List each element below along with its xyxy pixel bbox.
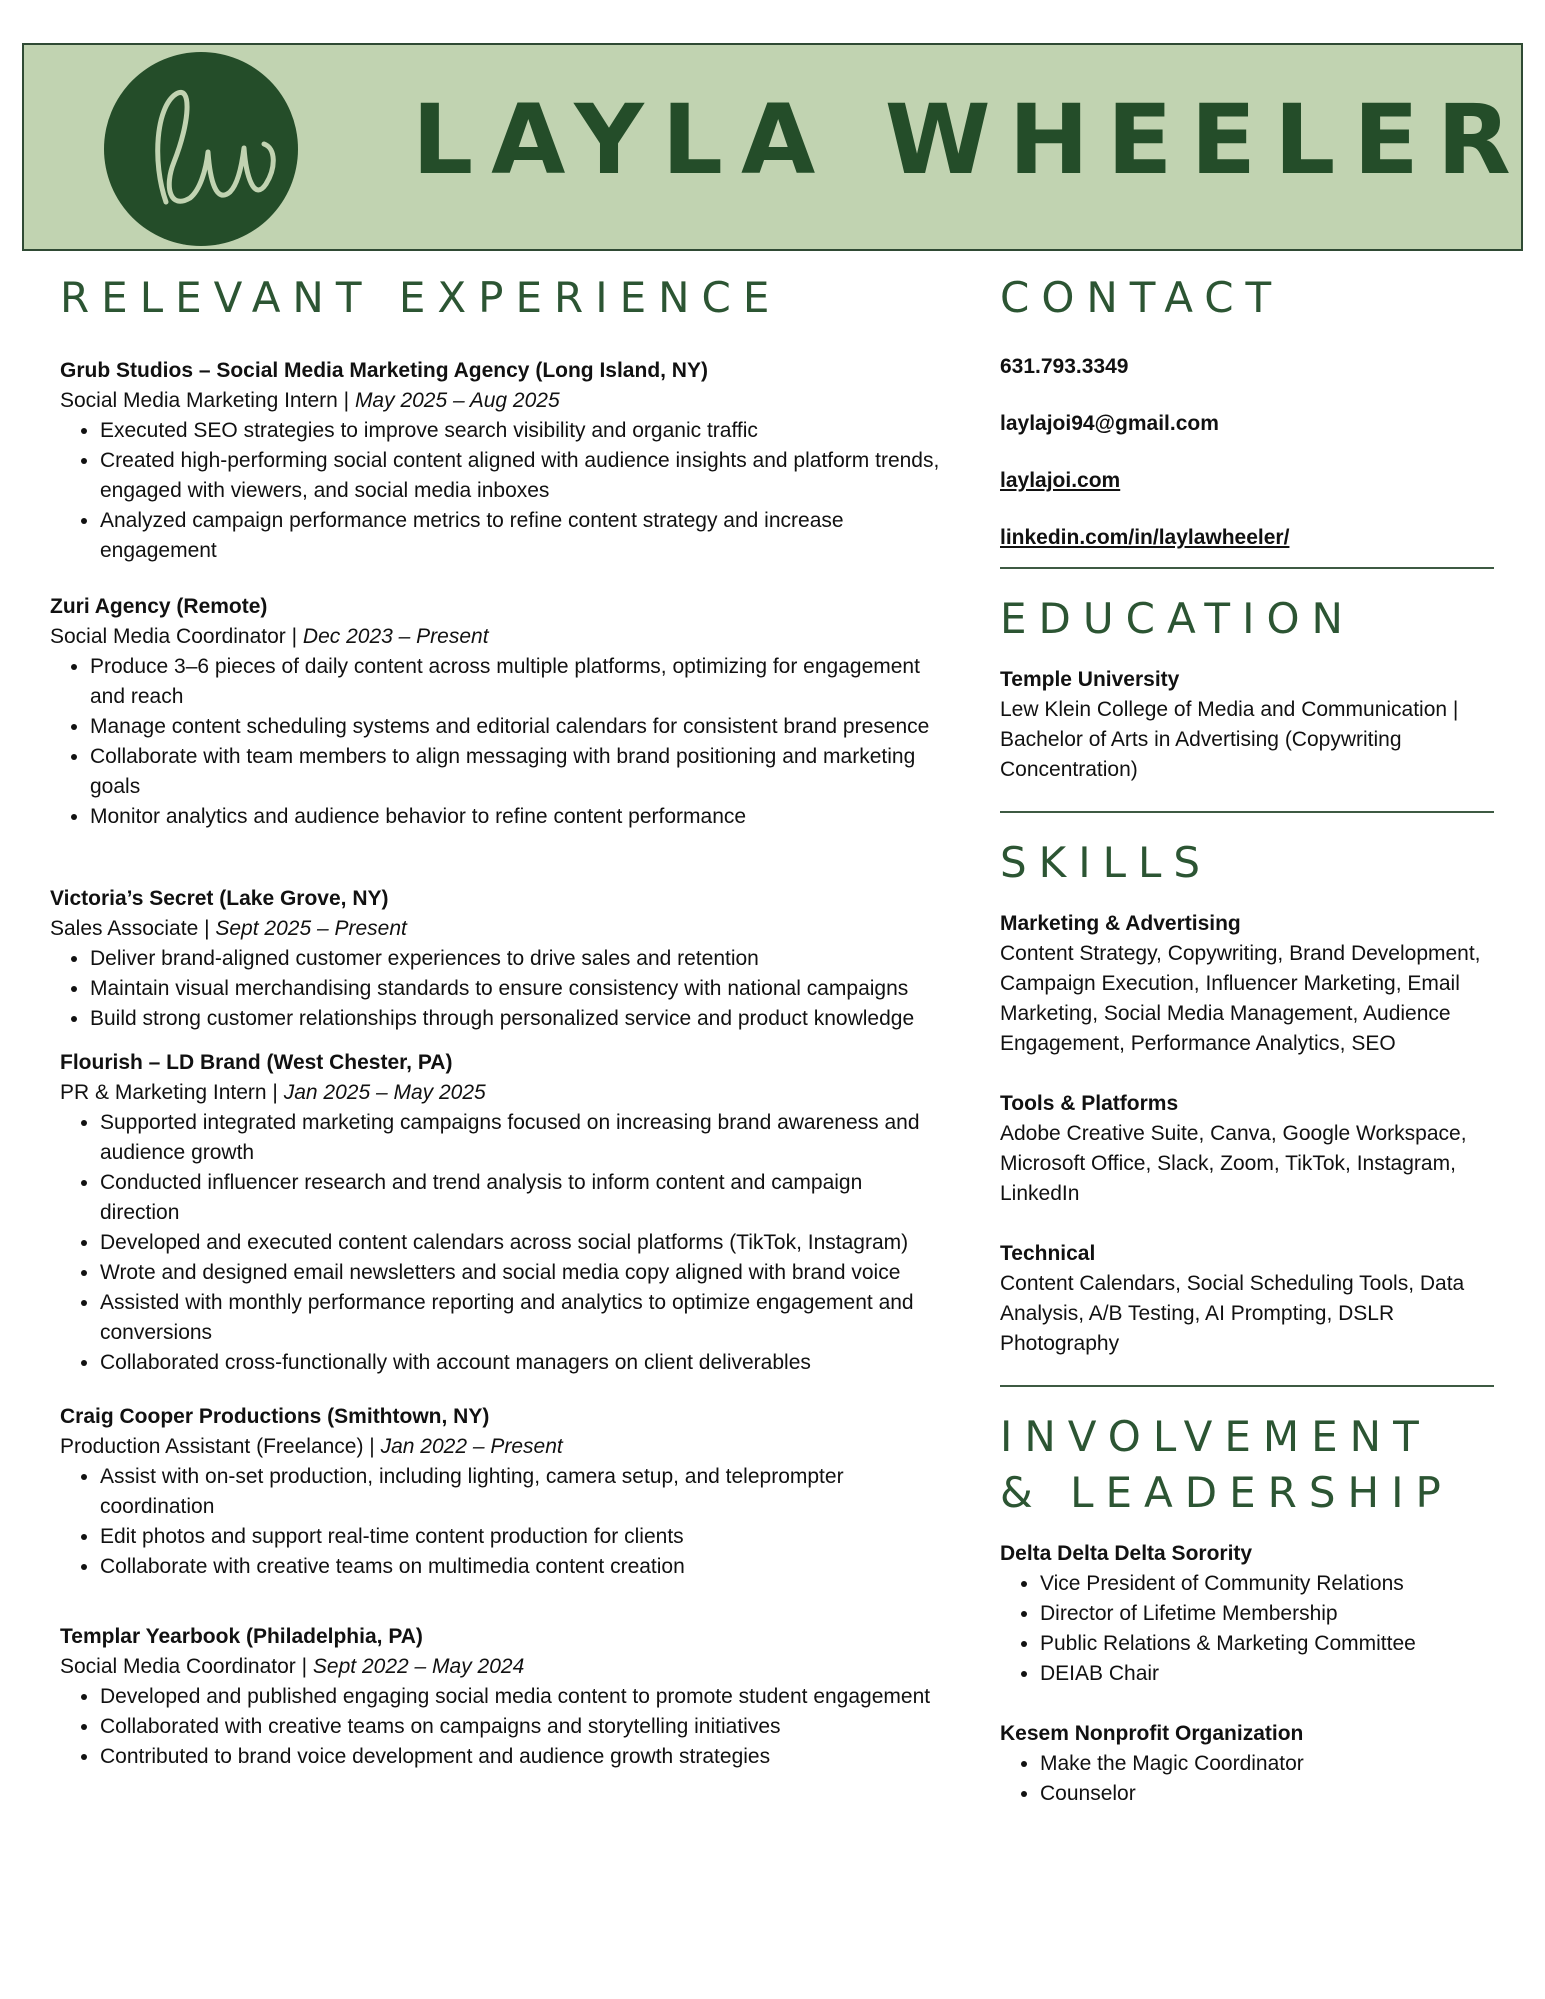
job-bullets [60,1108,940,1378]
job-entry [50,884,940,1034]
job-org: Grub Studios – Social Media Marketing Agency (Long Island, NY) [60,359,708,382]
contact-title: CONTACT [1000,273,1284,322]
degree-detail: Lew Klein College of Media and Communication | Bachelor of Arts in Advertising (Copywriting Concentration) [1000,698,1459,781]
skill-group-text: Adobe Creative Suite, Canva, Google Workspace, Microsoft Office, Slack, Zoom, TikTok, Instagram, LinkedIn [1000,1122,1467,1205]
role-item: • Public Relations & Marketing Committee [1040,1629,1495,1659]
bullet-item: • Contributed to brand voice development and audience growth strategies [100,1742,940,1772]
monogram-lw-icon [104,52,298,246]
job-role [50,914,940,944]
bullet-item: • Assist with on-set production, including lighting, camera setup, and teleprompter coordination [100,1462,940,1522]
section-divider [1000,567,1494,569]
job-dates: Jan 2022 – Present [380,1435,563,1458]
job-role [60,1432,940,1462]
job-bullets [50,652,940,832]
involvement-title [1000,1409,1495,1521]
job-role [50,622,940,652]
section-divider [1000,1385,1494,1387]
job-role [60,386,940,416]
role-title: Sales Associate | [50,917,216,940]
bullet-item: • Edit photos and support real-time content production for clients [100,1522,940,1552]
job-role [60,1078,940,1108]
candidate-name: LAYLA WHEELER [412,84,1529,196]
job-dates: Sept 2022 – May 2024 [312,1655,525,1678]
role-title: Production Assistant (Freelance) | [60,1435,381,1458]
skill-group-head: Technical [1000,1242,1096,1265]
education-title: EDUCATION [1000,594,1355,643]
school-name: Temple University [1000,668,1180,691]
bullet-item: • Supported integrated marketing campaigns focused on increasing brand awareness and audience growth [100,1108,940,1168]
experience-column [50,270,940,1772]
job-entry [60,356,940,566]
job-bullets [60,1682,940,1772]
bullet-item: • Maintain visual merchandising standards to ensure consistency with national campaigns [90,974,940,1004]
contact-list [1000,352,1495,553]
contact-phone: 631.793.3349 [1000,355,1129,378]
org-name: Delta Delta Delta Sorority [1000,1542,1253,1565]
bullet-item: • Build strong customer relationships through personalized service and product knowledge [90,1004,940,1034]
job-bullets [60,1462,940,1582]
bullet-item: • Executed SEO strategies to improve search visibility and organic traffic [100,416,940,446]
job-dates: Sept 2025 – Present [215,917,407,940]
job-entry [60,1048,940,1378]
job-org: Flourish – LD Brand (West Chester, PA) [60,1051,453,1074]
job-org: Victoria’s Secret (Lake Grove, NY) [50,887,389,910]
sidebar-column [1000,270,1495,1809]
role-title: Social Media Coordinator | [60,1655,313,1678]
bullet-item: • Collaborated cross-functionally with account managers on client deliverables [100,1348,940,1378]
job-bullets [50,944,940,1034]
job-entry [50,592,940,832]
involvement-title-line2: & LEADERSHIP [1000,1468,1453,1517]
bullet-item: • Collaborate with team members to align messaging with brand positioning and marketing goals [90,742,940,802]
header-banner [22,43,1529,251]
monogram-logo [104,52,298,246]
role-item: • Vice President of Community Relations [1040,1569,1495,1599]
bullet-item: • Created high-performing social content aligned with audience insights and platform trends, engaged with viewers, and social media inboxes [100,446,940,506]
job-dates: Jan 2025 – May 2025 [283,1081,486,1104]
skills-title: SKILLS [1000,838,1213,887]
bullet-item: • Manage content scheduling systems and editorial calendars for consistent brand presence [90,712,940,742]
bullet-item: • Monitor analytics and audience behavior to refine content performance [90,802,940,832]
org-entry [1000,1539,1495,1689]
skill-group-head: Tools & Platforms [1000,1092,1179,1115]
job-entry [60,1402,940,1582]
role-item: • Counselor [1040,1779,1495,1809]
role-item: • Make the Magic Coordinator [1040,1749,1495,1779]
org-entry [1000,1719,1495,1809]
org-name: Kesem Nonprofit Organization [1000,1722,1304,1745]
contact-website-link[interactable]: laylajoi.com [1000,469,1121,492]
section-divider [1000,811,1494,813]
contact-linkedin-link[interactable]: linkedin.com/in/laylawheeler/ [1000,526,1290,549]
education-entry [1000,665,1495,785]
bullet-item: • Produce 3–6 pieces of daily content across multiple platforms, optimizing for engagement and reach [90,652,940,712]
role-title: Social Media Coordinator | [50,625,303,648]
role-item: • DEIAB Chair [1040,1659,1495,1689]
bullet-item: • Collaborate with creative teams on multimedia content creation [100,1552,940,1582]
bullet-item: • Analyzed campaign performance metrics to refine content strategy and increase engagement [100,506,940,566]
skill-group-head: Marketing & Advertising [1000,912,1241,935]
job-org: Zuri Agency (Remote) [50,595,268,618]
bullet-item: • Assisted with monthly performance reporting and analytics to optimize engagement and conversions [100,1288,940,1348]
skill-group [1000,1239,1495,1359]
skill-group-text: Content Strategy, Copywriting, Brand Development, Campaign Execution, Influencer Marketing, Email Marketing, Social Media Management, Audience Engagement, Performance Analytics, SEO [1000,942,1481,1055]
skill-group [1000,909,1495,1059]
bullet-item: • Deliver brand-aligned customer experiences to drive sales and retention [90,944,940,974]
bullet-item: • Collaborated with creative teams on campaigns and storytelling initiatives [100,1712,940,1742]
org-roles [1000,1569,1495,1689]
job-entry [60,1622,940,1772]
involvement-title-line1: INVOLVEMENT [1000,1412,1431,1461]
role-title: PR & Marketing Intern | [60,1081,284,1104]
bullet-item: • Developed and published engaging social media content to promote student engagement [100,1682,940,1712]
job-dates: May 2025 – Aug 2025 [354,389,560,412]
job-dates: Dec 2023 – Present [302,625,489,648]
job-org: Craig Cooper Productions (Smithtown, NY) [60,1405,490,1428]
bullet-item: • Conducted influencer research and trend analysis to inform content and campaign direction [100,1168,940,1228]
role-title: Social Media Marketing Intern | [60,389,355,412]
job-bullets [60,416,940,566]
contact-email[interactable]: laylajoi94@gmail.com [1000,412,1219,435]
skill-group [1000,1089,1495,1209]
role-item: • Director of Lifetime Membership [1040,1599,1495,1629]
skill-group-text: Content Calendars, Social Scheduling Tools, Data Analysis, A/B Testing, AI Prompting, DSLR Photography [1000,1272,1465,1355]
job-org: Templar Yearbook (Philadelphia, PA) [60,1625,423,1648]
job-role [60,1652,940,1682]
org-roles [1000,1749,1495,1809]
experience-title: RELEVANT EXPERIENCE [60,273,782,322]
bullet-item: • Developed and executed content calendars across social platforms (TikTok, Instagram) [100,1228,940,1258]
bullet-item: • Wrote and designed email newsletters and social media copy aligned with brand voice [100,1258,940,1288]
